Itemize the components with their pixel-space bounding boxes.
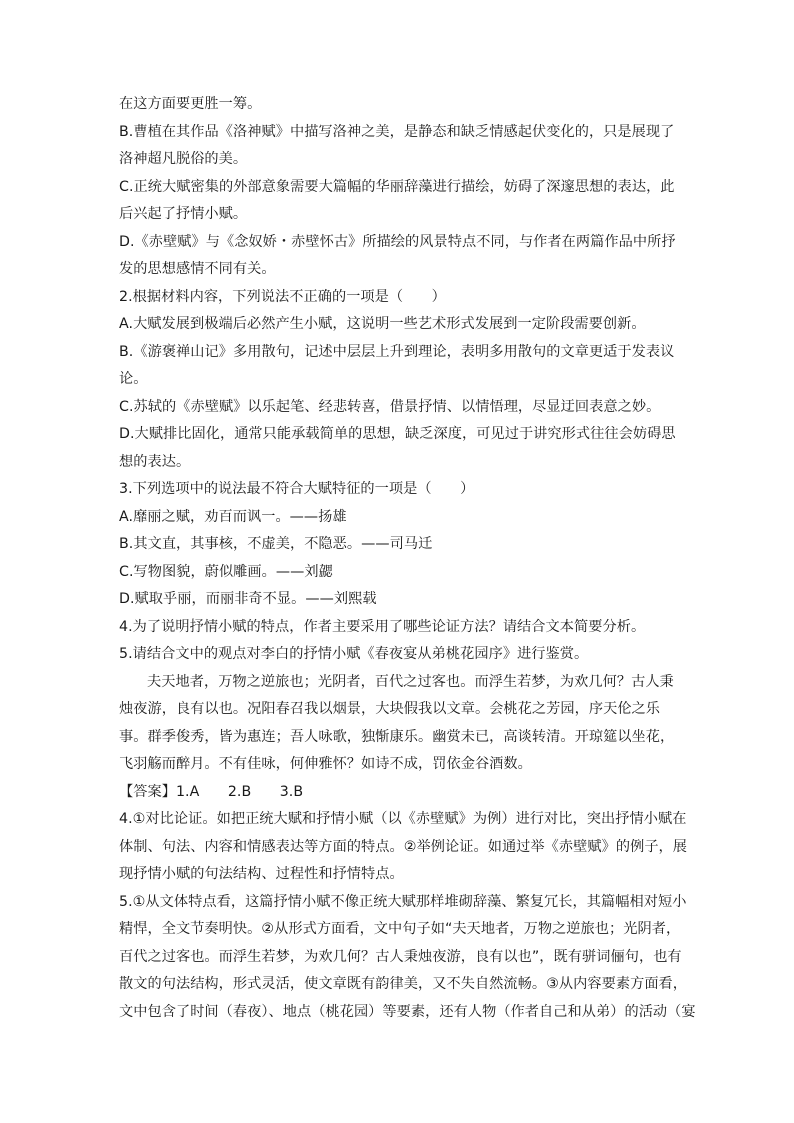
answer-4-line: 4.①对比论证。如把正统大赋和抒情小赋（以《赤壁赋》为例）进行对比，突出抒情小赋在	[119, 811, 687, 827]
option-c-line: C.苏轼的《赤壁赋》以乐起笔、经悲转喜，借景抒情、以情悟理，尽显迂回表意之妙。	[119, 398, 661, 415]
poem-line: 事。群季俊秀，皆为惠连；吾人咏歌，独惭康乐。幽赏未已，高谈转清。开琼筵以坐花，	[119, 728, 675, 745]
answer-4-line: 现抒情小赋的句法结构、过程性和抒情特点。	[119, 866, 404, 882]
question-4: 4.为了说明抒情小赋的特点，作者主要采用了哪些论证方法？请结合文本简要分析。	[119, 618, 646, 635]
answer-5-line: 百代之过客也。而浮生若梦，为欢几何？古人秉烛夜游，良有以也”，既有骈词俪句，也有	[119, 948, 682, 965]
option-b-line: B.《游褒禅山记》多用散句，记述中层层上升到理论，表明多用散句的文章更适于发表议	[119, 343, 675, 360]
answer-key: 【答案】1.A 2.B 3.B	[119, 783, 304, 800]
poem-line: 夫天地者，万物之逆旅也；光阴者，百代之过客也。而浮生若梦，为欢几何？古人秉	[147, 673, 674, 690]
option-a-line: A.大赋发展到极端后必然产生小赋，这说明一些艺术形式发展到一定阶段需要创新。	[119, 316, 646, 332]
option-d-line: D.赋取乎丽，而丽非奇不显。——刘熙载	[119, 591, 377, 607]
answer-5-line: 文中包含了时间（春夜）、地点（桃花园）等要素，还有人物（作者自己和从弟）的活动（宴	[119, 1003, 696, 1020]
text-line: 洛神超凡脱俗的美。	[119, 151, 248, 167]
poem-line: 烛夜游，良有以也。况阳春召我以烟景，大块假我以文章。会桃花之芳园，序天伦之乐	[119, 701, 661, 717]
document-page	[119, 91, 696, 1026]
question-5: 5.请结合文中的观点对李白的抒情小赋《春夜宴从弟桃花园序》进行鉴赏。	[119, 646, 589, 662]
text-line: 在这方面要更胜一筹。	[119, 96, 262, 112]
answer-5-line: 精悍，全文节奏明快。②从形式方面看，文中句子如“夫天地者，万物之逆旅也；光阴者，	[119, 921, 681, 937]
text-line: 论。	[119, 371, 148, 387]
option-b-line: B.曹植在其作品《洛神赋》中描写洛神之美，是静态和缺乏情感起伏变化的，只是展现了	[119, 123, 675, 140]
answer-4-line: 体制、句法、内容和情感表达等方面的特点。②举例论证。如通过举《赤壁赋》的例子，展	[119, 838, 688, 855]
text-line: 想的表达。	[119, 453, 191, 470]
text-line: 发的思想感情不同有关。	[119, 261, 276, 277]
question-2: 2.根据材料内容，下列说法不正确的一项是（ ）	[119, 288, 446, 305]
option-c-line: C.写物图貌，蔚似雕画。——刘勰	[119, 563, 333, 580]
poem-line: 飞羽觞而醉月。不有佳咏，何伸雅怀？如诗不成，罚依金谷酒数。	[119, 756, 532, 772]
text-line: 后兴起了抒情小赋。	[119, 206, 248, 222]
answer-5-line: 散文的句法结构，形式灵活，使文章既有韵律美，又不失自然流畅。③从内容要素方面看，	[119, 976, 688, 992]
option-b-line: B.其文直，其事核，不虚美，不隐恶。——司马迁	[119, 536, 433, 552]
option-c-line: C.正统大赋密集的外部意象需要大篇幅的华丽辞藻进行描绘，妨碍了深邃思想的表达，此	[119, 178, 675, 195]
option-d-line: D.《赤壁赋》与《念奴娇・赤壁怀古》所描绘的风景特点不同，与作者在两篇作品中所抒	[119, 233, 676, 250]
option-d-line: D.大赋排比固化，通常只能承载简单的思想，缺乏深度，可见过于讲究形式往往会妨碍思	[119, 426, 676, 442]
answer-5-line: 5.①从文体特点看，这篇抒情小赋不像正统大赋那样堆砌辞藻、繁复冗长，其篇幅相对短小	[119, 893, 687, 910]
question-3: 3.下列选项中的说法最不符合大赋特征的一项是（ ）	[119, 481, 475, 497]
option-a-line: A.靡丽之赋，劝百而讽一。——扬雄	[119, 508, 347, 525]
